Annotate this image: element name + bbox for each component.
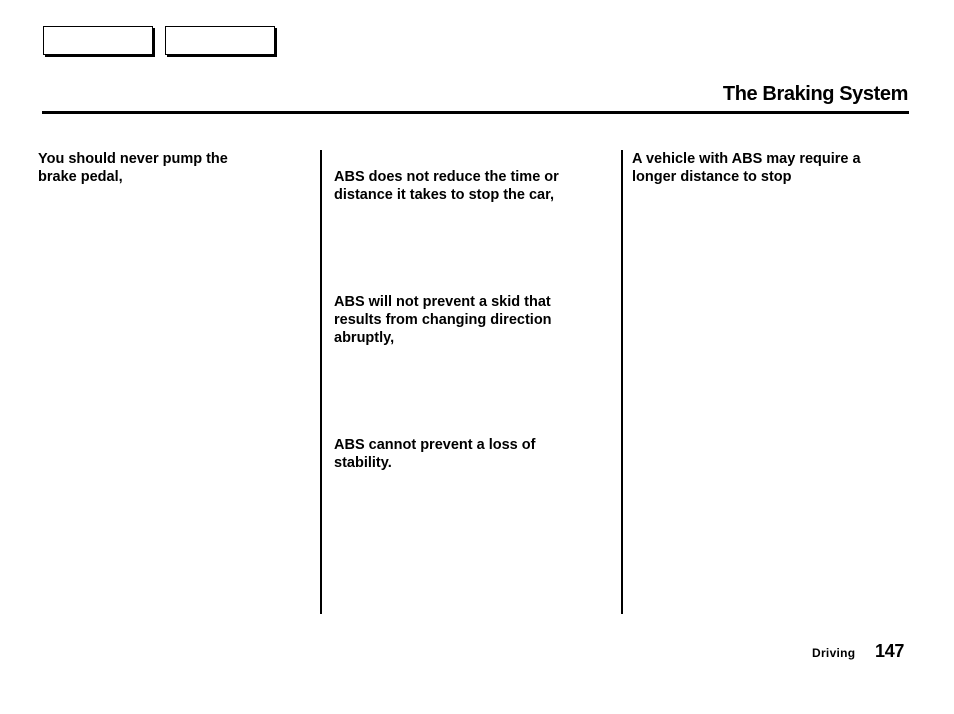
title-rule	[42, 111, 909, 114]
column-divider-right	[621, 150, 623, 614]
abs-stopping-distance-note: ABS does not reduce the time or distance it takes to stop the car,	[334, 169, 559, 203]
abs-skid-note: ABS will not prevent a skid that results from changing direction abruptly,	[334, 294, 552, 346]
page-title: The Braking System	[722, 83, 908, 105]
page-number: 147	[875, 641, 905, 661]
column-divider-left	[320, 150, 322, 614]
previous-page-button[interactable]	[43, 26, 153, 55]
abs-stability-note: ABS cannot prevent a loss of stability.	[334, 437, 536, 471]
pump-brake-note: You should never pump the brake pedal,	[38, 151, 228, 185]
next-page-button[interactable]	[165, 26, 275, 55]
footer-section-label: Driving	[812, 646, 856, 660]
abs-longer-distance-note: A vehicle with ABS may require a longer distance to stop	[632, 151, 861, 185]
